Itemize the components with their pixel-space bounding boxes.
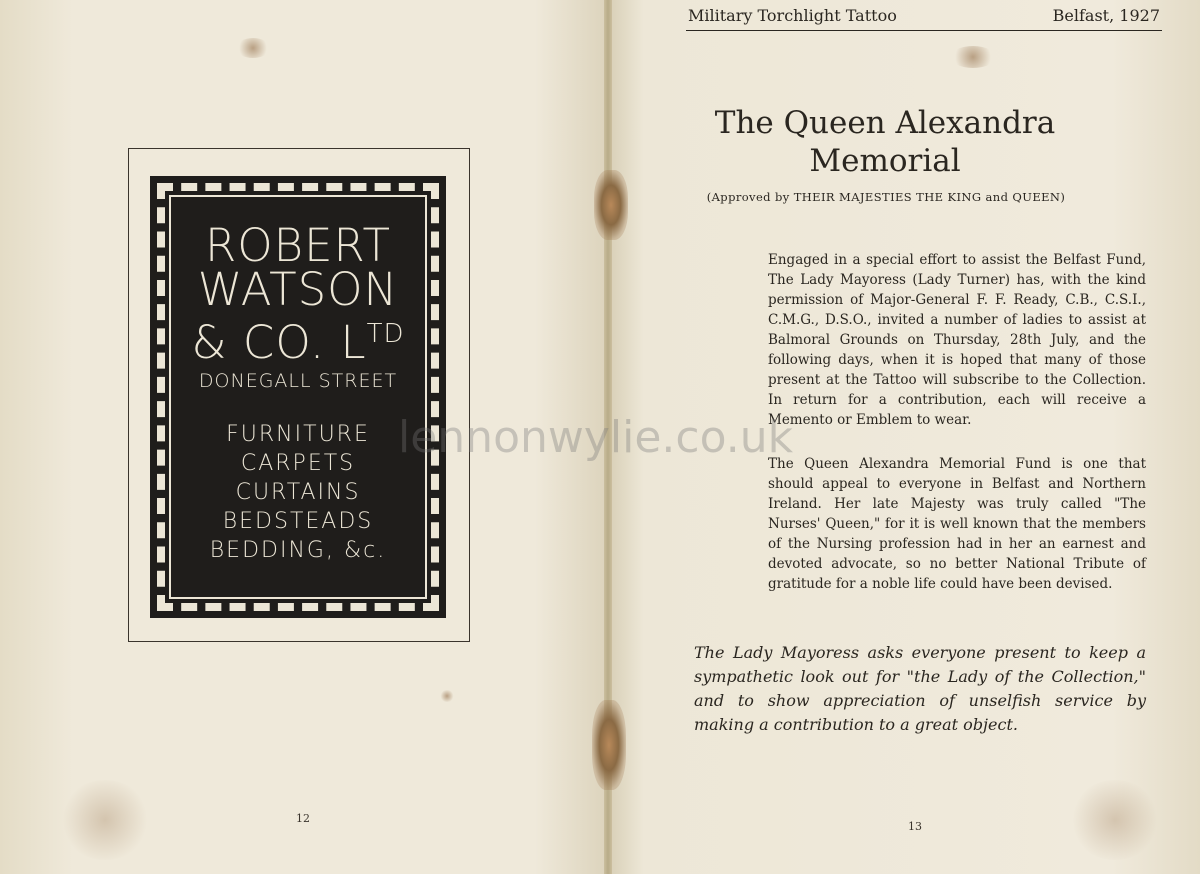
stain [950,46,996,68]
right-page-number: 13 [908,820,922,833]
advertisement-panel [150,176,446,618]
article-title [700,104,1070,180]
watermark: lennonwylie.co.uk [398,412,794,463]
advertiser-name-suffix: TD [366,319,405,349]
paragraph-lady-mayoress: Engaged in a special effort to assist the Belfast Fund, The Lady Mayoress (Lady Turner) has, with the kind permission of Major-General F. F. Ready, C.B., C.S.I., C.M.G., D.S.O., invited a number of ladies to assist at Balmoral Grounds on Thursday, 28th July, and the following days, when it is hoped that many of those present at the Tattoo will subscribe to the Collection. In return for a contribution, each will receive a Memento or Emblem to wear. [768,252,1146,428]
header-place-year: Belfast, 1927 [1052,6,1160,25]
closing-appeal: The Lady Mayoress asks everyone present to keep a sympathetic look out for "the Lady of the Collection," and to show appreciation of unselfish service by making a contribution to a great object. [694,643,1146,734]
advertiser-name-line2: WATSON [197,263,399,316]
advertiser-street: DONEGALL STREET [198,370,398,392]
stain [440,690,454,702]
article-title-line2: Memorial [809,143,961,179]
header-publication-title: Military Torchlight Tattoo [688,6,897,25]
staple-top [594,170,628,240]
goods-item: CARPETS [240,451,356,476]
staple-bottom [592,700,626,790]
running-header [686,4,1162,31]
stain [60,780,150,860]
goods-item: BEDDING, &c. [209,538,387,563]
paragraph-memorial-fund: The Queen Alexandra Memorial Fund is one that should appeal to everyone in Belfast and Northern Ireland. Her late Majesty was truly called "The Nurses' Queen," for it is well known that the members of the Nursing profession had in her an earnest and devoted advocate, so no better National Tribute of gratitude for a noble life could have been devised. [768,456,1146,592]
advertiser-name [150,219,446,369]
advertiser-name-line1: ROBERT [204,219,392,272]
goods-item: FURNITURE [226,422,370,447]
stain [1070,780,1160,860]
goods-item: BEDSTEADS [222,509,374,534]
goods-item: CURTAINS [235,480,361,505]
left-page-number: 12 [296,812,310,825]
advertiser-name-line3: & CO. $L^{TD}$ [191,316,405,369]
approval-note: (Approved by THEIR MAJESTIES THE KING and QUEEN) [706,190,1066,204]
article-title-line1: The Queen Alexandra [714,105,1056,141]
stain [236,38,270,58]
